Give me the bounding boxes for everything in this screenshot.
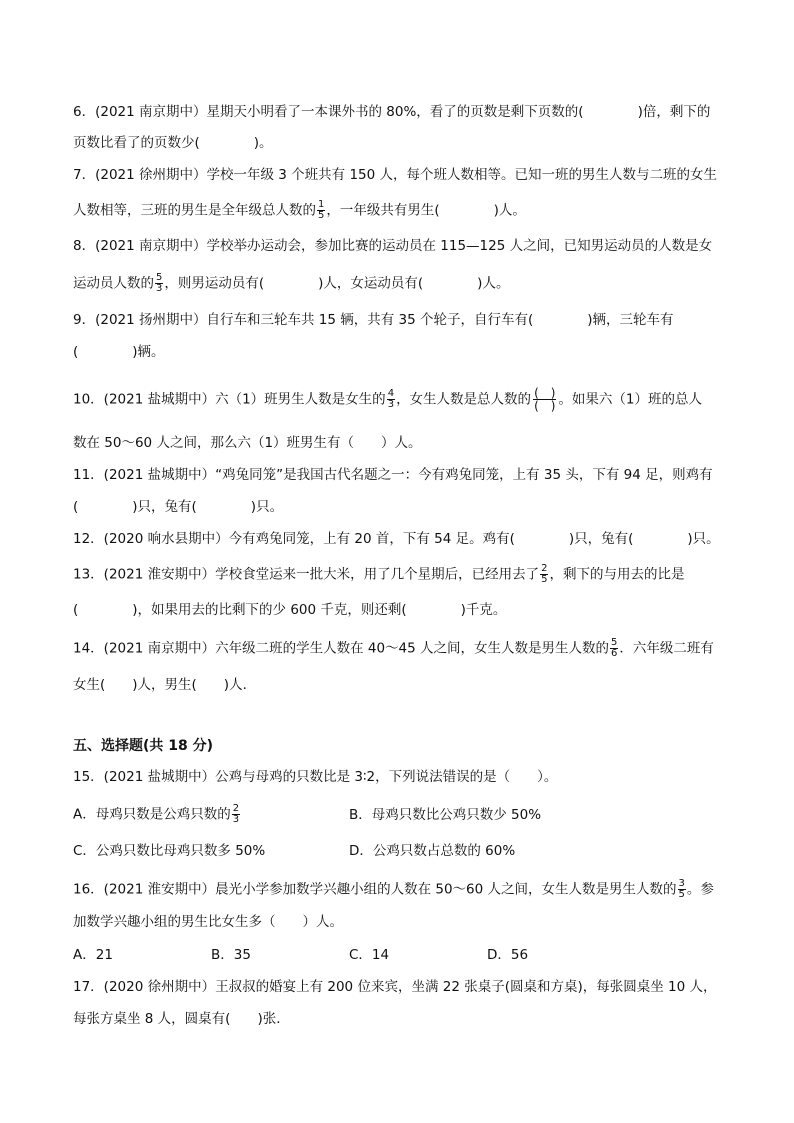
q16-text-pre: 16．(2021 淮安期中）晨光小学参加数学兴趣小组的人数在 50～60 人之间，女生人数是男生人数的: [73, 881, 677, 898]
q16-fraction: [678, 879, 686, 900]
q16-frac-den: 5: [678, 889, 685, 900]
q8-text-post: ，则男运动员有( )人，女运动员有( )人。: [164, 275, 510, 292]
q15-option-a-fraction: [232, 804, 240, 825]
q10-text-pre: 10．(2021 盐城期中）六（1）班男生人数是女生的: [73, 391, 386, 408]
q11-line1: 11．(2021 盐城期中）“鸡兔同笼”是我国古代名题之一：今有鸡兔同笼，上有 35 头，下有 94 足，则鸡有: [73, 467, 713, 483]
q14-line2: 女生( )人，男生( )人．: [73, 677, 257, 693]
q10-blank-den: ( ): [534, 399, 556, 413]
q10-blank-fraction: [533, 387, 556, 412]
q8-fraction: [155, 273, 163, 294]
q14-frac-den: 6: [611, 648, 618, 659]
q14-text-post: ．六年级二班有: [619, 640, 714, 657]
q13-text-pre: 13．(2021 淮安期中）学校食堂运来一批大米，用了几个星期后，已经用去了: [73, 566, 540, 583]
q8-line2: [73, 273, 509, 294]
q15-option-a-num: 2: [232, 803, 240, 814]
q10-line2: 数在 50～60 人之间，那么六（1）班男生有（ ）人。: [73, 435, 422, 451]
q15-option-a-den: 3: [232, 814, 240, 825]
q15-option-a: [73, 804, 241, 825]
q16-option-a: A．21: [73, 947, 113, 963]
q7-text-pre: 人数相等，三班的男生是全年级总人数的: [73, 202, 316, 219]
q16-option-d: D．56: [487, 947, 529, 963]
q13-text-post: ，剩下的与用去的比是: [549, 566, 685, 583]
q8-frac-den: 3: [156, 283, 163, 294]
section-heading: 五、选择题(共 18 分): [73, 738, 214, 754]
q16-line1: [73, 879, 714, 900]
q8-text-pre: 运动员人数的: [73, 275, 154, 292]
q17-line2: 每张方桌坐 8 人，圆桌有( )张．: [73, 1011, 290, 1027]
q7-line1: 7．(2021 徐州期中）学校一年级 3 个班共有 150 人，每个班人数相等。已知一班的男生人数与二班的女生: [73, 167, 718, 183]
q17-line1: 17．(2020 徐州期中）王叔叔的婚宴上有 200 位来宾，坐满 22 张桌子(圆桌和方桌)，每张圆桌坐 10 人，: [73, 979, 717, 995]
q15-option-d: D．公鸡只数占总数的 60%: [349, 843, 516, 859]
q14-frac-num: 5: [611, 637, 618, 648]
q13-frac-den: 5: [541, 574, 548, 585]
q16-option-c: C．14: [349, 947, 390, 963]
q13-line1: [73, 564, 684, 585]
q13-fraction: [540, 564, 548, 585]
q16-option-b: B．35: [211, 947, 251, 963]
q7-frac-num: 1: [318, 199, 325, 210]
q15-option-b: B．母鸡只数比公鸡只数少 50%: [349, 807, 542, 823]
q9-line2: ( )辆。: [73, 344, 165, 360]
q6-line2: 页数比看了的页数少( )。: [73, 135, 273, 151]
q10-frac-num: 4: [387, 388, 395, 399]
q7-text-post: ，一年级共有男生( )人。: [326, 202, 526, 219]
q8-frac-num: 5: [156, 272, 163, 283]
q10-text-post: 。如果六（1）班的总人: [558, 391, 703, 408]
q11-line2: ( )只，兔有( )只。: [73, 499, 284, 515]
q9-line1: 9．(2021 扬州期中）自行车和三轮车共 15 辆，共有 35 个轮子，自行车有( )辆，三轮车有: [73, 312, 674, 328]
q10-fraction: [387, 389, 395, 410]
q10-frac-den: 3: [387, 399, 395, 410]
q15-stem: 15．(2021 盐城期中）公鸡与母鸡的只数比是 3∶2，下列说法错误的是（ ）。: [73, 769, 558, 785]
q14-line1: [73, 638, 714, 659]
q16-line2: 加数学兴趣小组的男生比女生多（ ）人。: [73, 914, 343, 930]
q12-line1: 12．(2020 响水县期中）今有鸡兔同笼，上有 20 首，下有 54 足。鸡有( )只，兔有( )只。: [73, 531, 720, 547]
q6-line1: 6．(2021 南京期中）星期天小明看了一本课外书的 80%，看了的页数是剩下页数的( )倍，剩下的: [73, 104, 711, 120]
q14-text-pre: 14．(2021 南京期中）六年级二班的学生人数在 40～45 人之间，女生人数是男生人数的: [73, 640, 610, 657]
q7-fraction: [317, 200, 325, 221]
q7-line2: [73, 200, 526, 221]
q10-blank-num: ( ): [534, 386, 556, 400]
q13-line2: ( )，如果用去的比剩下的少 600 千克，则还剩( )千克。: [73, 602, 507, 618]
q15-option-a-text: A．母鸡只数是公鸡只数的: [73, 806, 231, 823]
q15-option-c: C．公鸡只数比母鸡只数多 50%: [73, 843, 266, 859]
q8-line1: 8．(2021 南京期中）学校举办运动会，参加比赛的运动员在 115—125 人之间，已知男运动员的人数是女: [73, 238, 713, 254]
q13-frac-num: 2: [541, 563, 548, 574]
q7-frac-den: 5: [318, 210, 325, 221]
q10-line1: [73, 387, 702, 412]
q16-text-post: 。参: [686, 881, 714, 898]
q10-text-mid: ，女生人数是总人数的: [396, 391, 532, 408]
q16-frac-num: 3: [678, 878, 685, 889]
q14-fraction: [610, 638, 618, 659]
